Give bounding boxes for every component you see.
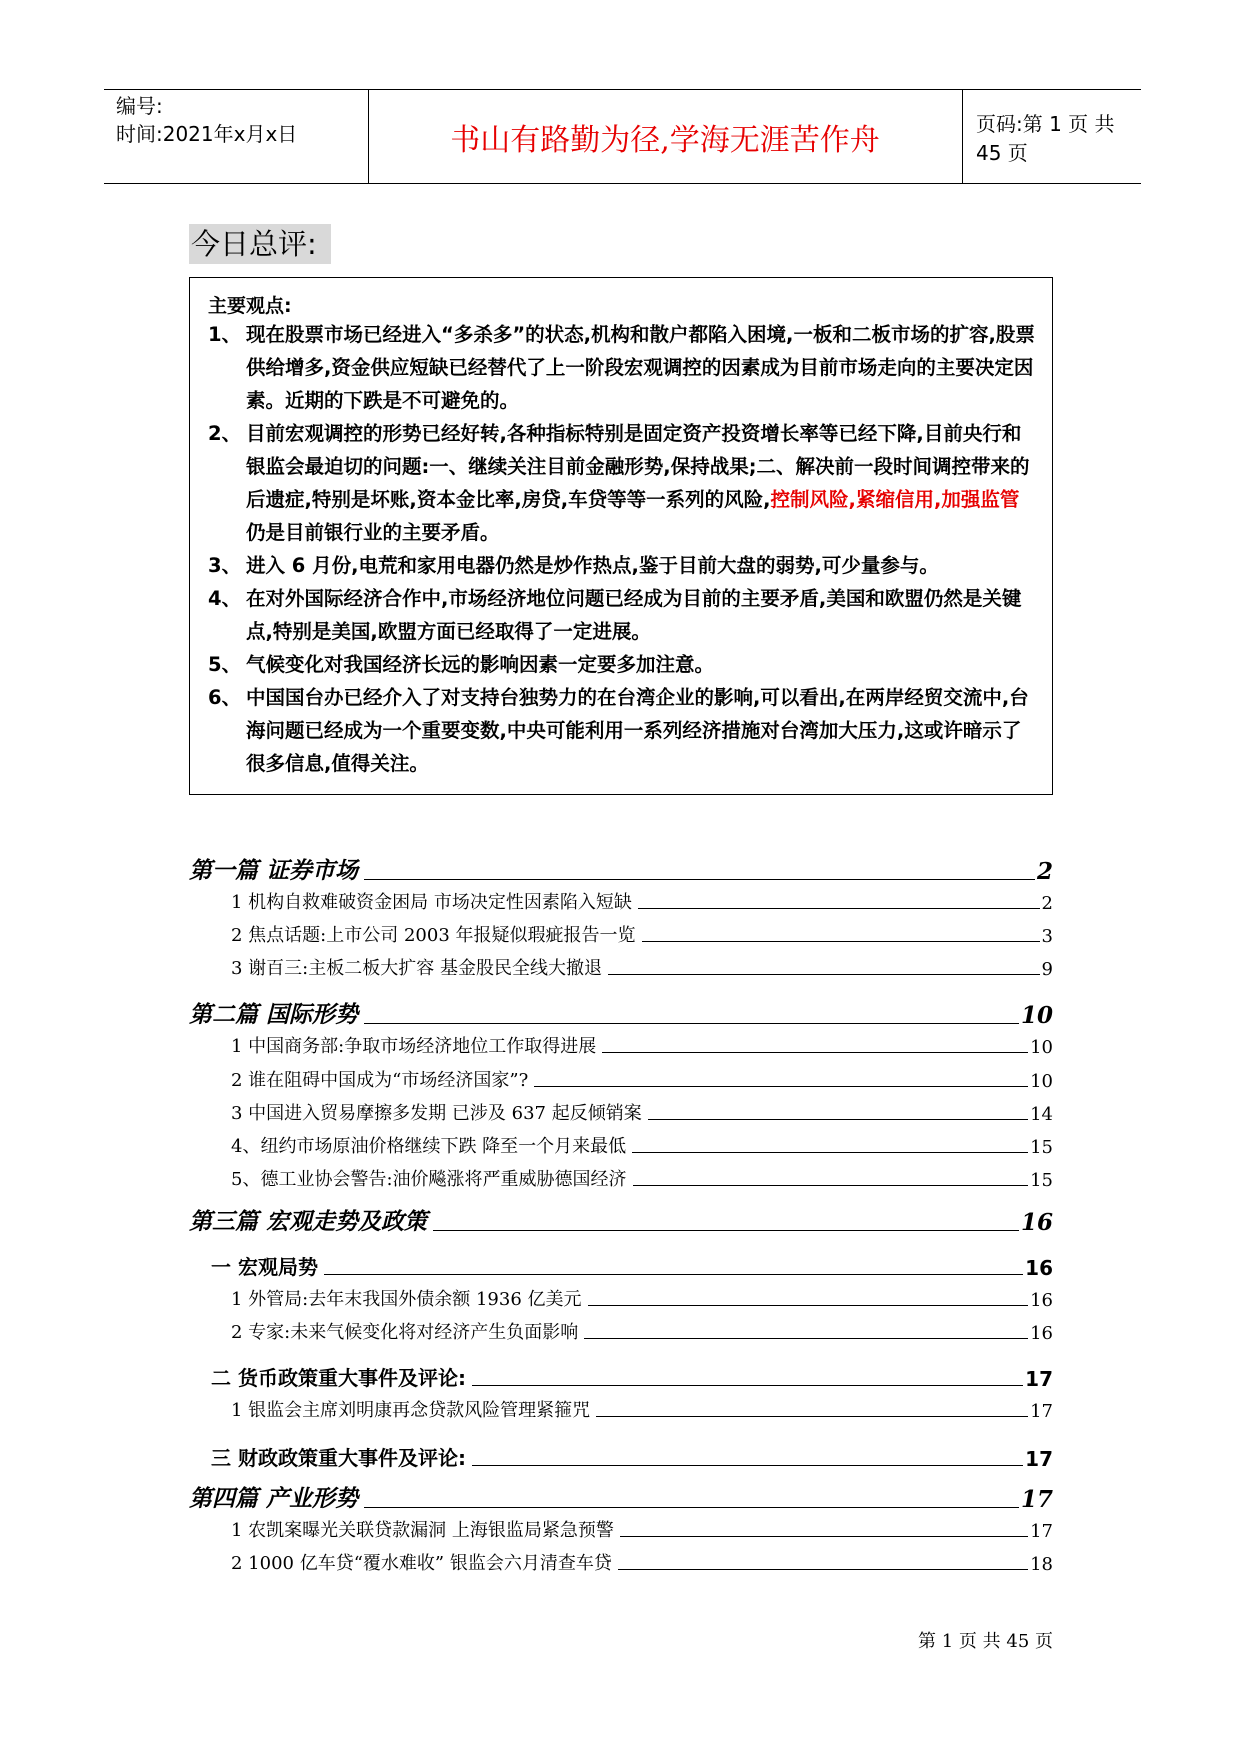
toc-title: 2 专家:未来气候变化将对经济产生负面影响 — [231, 1322, 579, 1343]
toc-page: 2 — [1036, 858, 1053, 885]
toc-entry[interactable] — [189, 1394, 1053, 1422]
toc-page: 15 — [1030, 1170, 1053, 1191]
toc-leader — [534, 1086, 1028, 1087]
point-number: 3、 — [208, 554, 242, 577]
toc-leader — [638, 908, 1040, 909]
toc-title: 2 焦点话题:上市公司 2003 年报疑似瑕疵报告一览 — [231, 925, 636, 946]
toc-page: 18 — [1030, 1554, 1053, 1575]
summary-point — [208, 417, 1038, 549]
toc-entry[interactable] — [189, 1130, 1053, 1158]
toc-title: 二 货币政策重大事件及评论: — [211, 1366, 466, 1390]
doc-time-label: 时间:2021年x月x日 — [116, 122, 298, 146]
toc-section[interactable] — [189, 1441, 1053, 1471]
summary-heading: 主要观点: — [208, 295, 292, 317]
point-text: 气候变化对我国经济长远的影响因素一定要多加注意。 — [246, 653, 715, 676]
toc-leader — [472, 1465, 1023, 1466]
toc-page: 10 — [1020, 1002, 1053, 1029]
toc-entry[interactable] — [189, 1514, 1053, 1542]
toc-title: 2 谁在阻碍中国成为“市场经济国家”? — [231, 1070, 529, 1091]
toc-title: 三 财政政策重大事件及评论: — [211, 1446, 466, 1470]
toc-title: 2 1000 亿车贷“覆水难收” 银监会六月清查车贷 — [231, 1553, 612, 1574]
toc-entry[interactable] — [189, 1547, 1053, 1575]
toc-entry[interactable] — [189, 952, 1053, 980]
toc-page: 17 — [1030, 1521, 1053, 1542]
toc-entry[interactable] — [189, 1064, 1053, 1092]
toc-leader — [620, 1536, 1028, 1537]
doc-number-label: 编号: — [116, 94, 163, 118]
toc-page: 15 — [1030, 1137, 1053, 1158]
toc-page: 14 — [1030, 1104, 1053, 1125]
toc-page: 17 — [1020, 1486, 1053, 1513]
toc-leader — [472, 1385, 1023, 1386]
toc-entry[interactable] — [189, 1097, 1053, 1125]
toc-part[interactable] — [189, 1204, 1053, 1236]
toc-title: 1 农凯案曝光关联贷款漏洞 上海银监局紧急预警 — [231, 1520, 614, 1541]
toc-page: 3 — [1041, 926, 1053, 947]
toc-leader — [642, 941, 1040, 942]
toc-leader — [364, 1023, 1019, 1024]
toc-leader — [618, 1569, 1028, 1570]
toc-leader — [648, 1119, 1028, 1120]
toc-title: 4、纽约市场原油价格继续下跌 降至一个月来最低 — [231, 1136, 627, 1157]
point-number: 2、 — [208, 422, 242, 445]
toc-entry[interactable] — [189, 1163, 1053, 1191]
summary-point — [208, 648, 1038, 681]
toc-entry[interactable] — [189, 886, 1053, 914]
toc-leader — [602, 1052, 1028, 1053]
toc-leader — [584, 1338, 1028, 1339]
toc-page: 17 — [1025, 1367, 1053, 1391]
point-text-after: 仍是目前银行业的主要矛盾。 — [246, 521, 500, 544]
summary-point — [208, 582, 1038, 648]
point-highlight: 控制风险,紧缩信用,加强监管 — [770, 488, 1020, 511]
toc-entry[interactable] — [189, 919, 1053, 947]
toc-page: 9 — [1041, 959, 1053, 980]
toc-section[interactable] — [189, 1361, 1053, 1391]
summary-point — [208, 318, 1038, 417]
toc-title: 一 宏观局势 — [211, 1255, 318, 1279]
toc-leader — [608, 974, 1040, 975]
toc-title: 5、德工业协会警告:油价飚涨将严重威胁德国经济 — [231, 1169, 627, 1190]
header-meta — [116, 92, 297, 148]
toc-title: 第三篇 宏观走势及政策 — [189, 1208, 428, 1235]
daily-summary-title: 今日总评: — [189, 224, 331, 264]
page-header — [104, 89, 1141, 184]
toc-part[interactable] — [189, 1481, 1053, 1513]
point-text: 中国国台办已经介入了对支持台独势力的在台湾企业的影响,可以看出,在两岸经贸交流中,台海问题已经成为一个重要变数,中央可能利用一系列经济措施对台湾加大压力,这或许暗示了很多信息,值得关注。 — [246, 686, 1029, 775]
toc-page: 16 — [1020, 1209, 1053, 1236]
toc-page: 16 — [1025, 1256, 1053, 1280]
toc-part[interactable] — [189, 997, 1053, 1029]
toc-page: 16 — [1030, 1323, 1053, 1344]
point-number: 6、 — [208, 686, 242, 709]
point-text: 进入 6 月份,电荒和家用电器仍然是炒作热点,鉴于目前大盘的弱势,可少量参与。 — [246, 554, 939, 577]
point-text: 现在股票市场已经进入“多杀多”的状态,机构和散户都陷入困境,一板和二板市场的扩容,股票供给增多,资金供应短缺已经替代了上一阶段宏观调控的因素成为目前市场走向的主要决定因素。近期的下跌是不可避免的。 — [246, 323, 1035, 412]
point-number: 5、 — [208, 653, 242, 676]
toc-title: 第二篇 国际形势 — [189, 1001, 359, 1028]
toc-page: 10 — [1030, 1071, 1053, 1092]
header-page-info: 页码:第 1 页 共 45 页 — [976, 111, 1115, 165]
toc-entry[interactable] — [189, 1283, 1053, 1311]
toc-title: 1 中国商务部:争取市场经济地位工作取得进展 — [231, 1036, 597, 1057]
page-footer: 第 1 页 共 45 页 — [918, 1631, 1053, 1652]
toc-section[interactable] — [189, 1250, 1053, 1280]
summary-point — [208, 681, 1038, 780]
summary-box — [189, 277, 1053, 795]
toc-leader — [588, 1305, 1029, 1306]
toc-page: 10 — [1030, 1037, 1053, 1058]
header-motto: 书山有路勤为径,学海无涯苦作舟 — [450, 122, 880, 158]
toc-entry[interactable] — [189, 1030, 1053, 1058]
toc-page: 16 — [1030, 1290, 1053, 1311]
toc-title: 1 外管局:去年末我国外债余额 1936 亿美元 — [231, 1289, 582, 1310]
point-text — [246, 417, 1038, 549]
point-text-before: 目前宏观调控的形势已经好转,各种指标特别是固定资产投资增长率等已经下降,目前央行和银监会最迫切的问题:一、继续关注目前金融形势,保持战果;二、解决前一段时间调控带来的后遗症,特别是坏账,资本金比率,房贷,车贷等等一系列的风险, — [246, 422, 1030, 511]
toc-title: 1 机构自救难破资金困局 市场决定性因素陷入短缺 — [231, 892, 632, 913]
toc-leader — [632, 1152, 1028, 1153]
toc-title: 第一篇 证券市场 — [189, 857, 359, 884]
header-divider — [962, 90, 963, 183]
summary-point — [208, 549, 1038, 582]
toc-title: 第四篇 产业形势 — [189, 1485, 359, 1512]
toc-leader — [364, 879, 1035, 880]
toc-entry[interactable] — [189, 1316, 1053, 1344]
toc-leader — [364, 1507, 1019, 1508]
toc-part[interactable] — [189, 853, 1053, 885]
toc-title: 3 谢百三:主板二板大扩容 基金股民全线大撤退 — [231, 958, 602, 979]
toc-leader — [433, 1230, 1019, 1231]
toc-leader — [324, 1274, 1023, 1275]
toc-page: 17 — [1025, 1447, 1053, 1471]
point-number: 1、 — [208, 323, 242, 346]
point-number: 4、 — [208, 587, 242, 610]
toc-leader — [633, 1185, 1029, 1186]
toc-title: 3 中国进入贸易摩擦多发期 已涉及 637 起反倾销案 — [231, 1103, 642, 1124]
toc-leader — [596, 1416, 1028, 1417]
toc-title: 1 银监会主席刘明康再念贷款风险管理紧箍咒 — [231, 1400, 591, 1421]
point-text: 在对外国际经济合作中,市场经济地位问题已经成为目前的主要矛盾,美国和欧盟仍然是关键点,特别是美国,欧盟方面已经取得了一定进展。 — [246, 587, 1022, 643]
toc-page: 2 — [1041, 893, 1053, 914]
toc-page: 17 — [1030, 1401, 1053, 1422]
